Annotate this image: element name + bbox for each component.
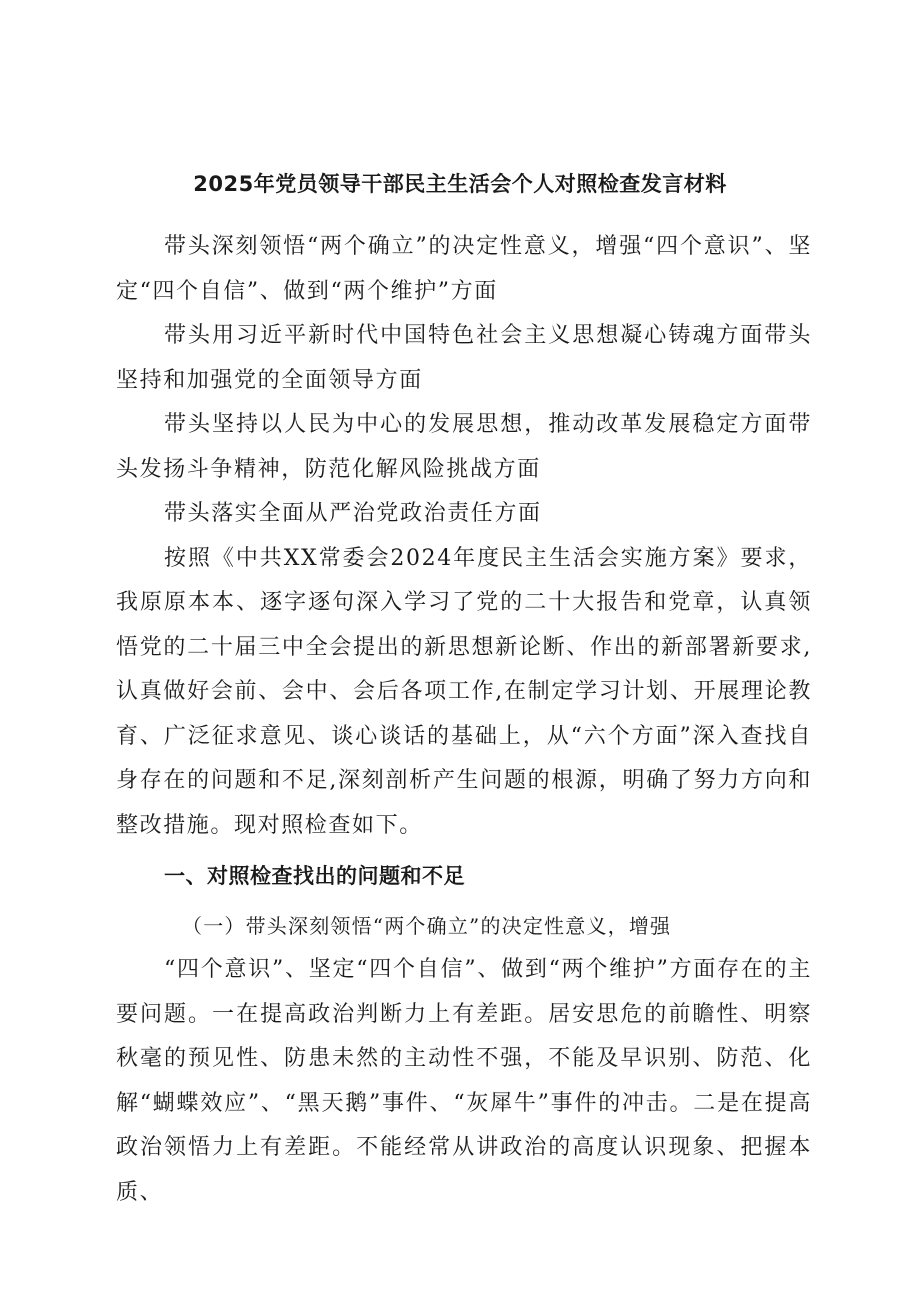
paragraph-3: 带头坚持以人民为中心的发展思想，推动改革发展稳定方面带头发扬斗争精神，防范化解风险挑战方面 xyxy=(116,412,812,482)
document-title: 2025年党员领导干部民主生活会个人对照检查发言材料 xyxy=(193,172,727,196)
paragraph-continuation: “四个意识”、坚定“四个自信”、做到“两个维护”方面存在的主要问题。一在提高政治判断力上有差距。居安思危的前瞻性、明察秋毫的预见性、防患未然的主动性不强，不能及早识别、防范、化解“蝴蝶效应”、“黑天鹅”事件、“灰犀牛”事件的冲击。二是在提高政治领悟力上有差距。不能经常从讲政治的高度认识现象、把握本质、 xyxy=(116,957,812,1205)
section-heading: 一、对照检查找出的问题和不足 xyxy=(164,864,465,888)
paragraph-1: 带头深刻领悟“两个确立”的决定性意义，增强“四个意识”、坚定“四个自信”、做到“两个维护”方面 xyxy=(116,234,812,304)
document-body xyxy=(116,225,812,1215)
paragraph-5: 按照《中共XX常委会2024年度民主生活会实施方案》要求，我原原本本、逐字逐句深入学习了党的二十大报告和党章，认真领悟党的二十届三中全会提出的新思想新论断、作出的新部署新要求,认真做好会前、会中、会后各项工作,在制定学习计划、开展理论教育、广泛征求意见、谈心谈话的基础上，从“六个方面”深入查找自身存在的问题和不足,深刻剖析产生问题的根源，明确了努力方向和整改措施。现对照检查如下。 xyxy=(116,545,812,838)
sub-heading: （一）带头深刻领悟“两个确立”的决定性意义，增强 xyxy=(182,914,672,938)
paragraph-2: 带头用习近平新时代中国特色社会主义思想凝心铸魂方面带头坚持和加强党的全面领导方面 xyxy=(116,323,812,393)
paragraph-4: 带头落实全面从严治党政治责任方面 xyxy=(164,501,542,526)
